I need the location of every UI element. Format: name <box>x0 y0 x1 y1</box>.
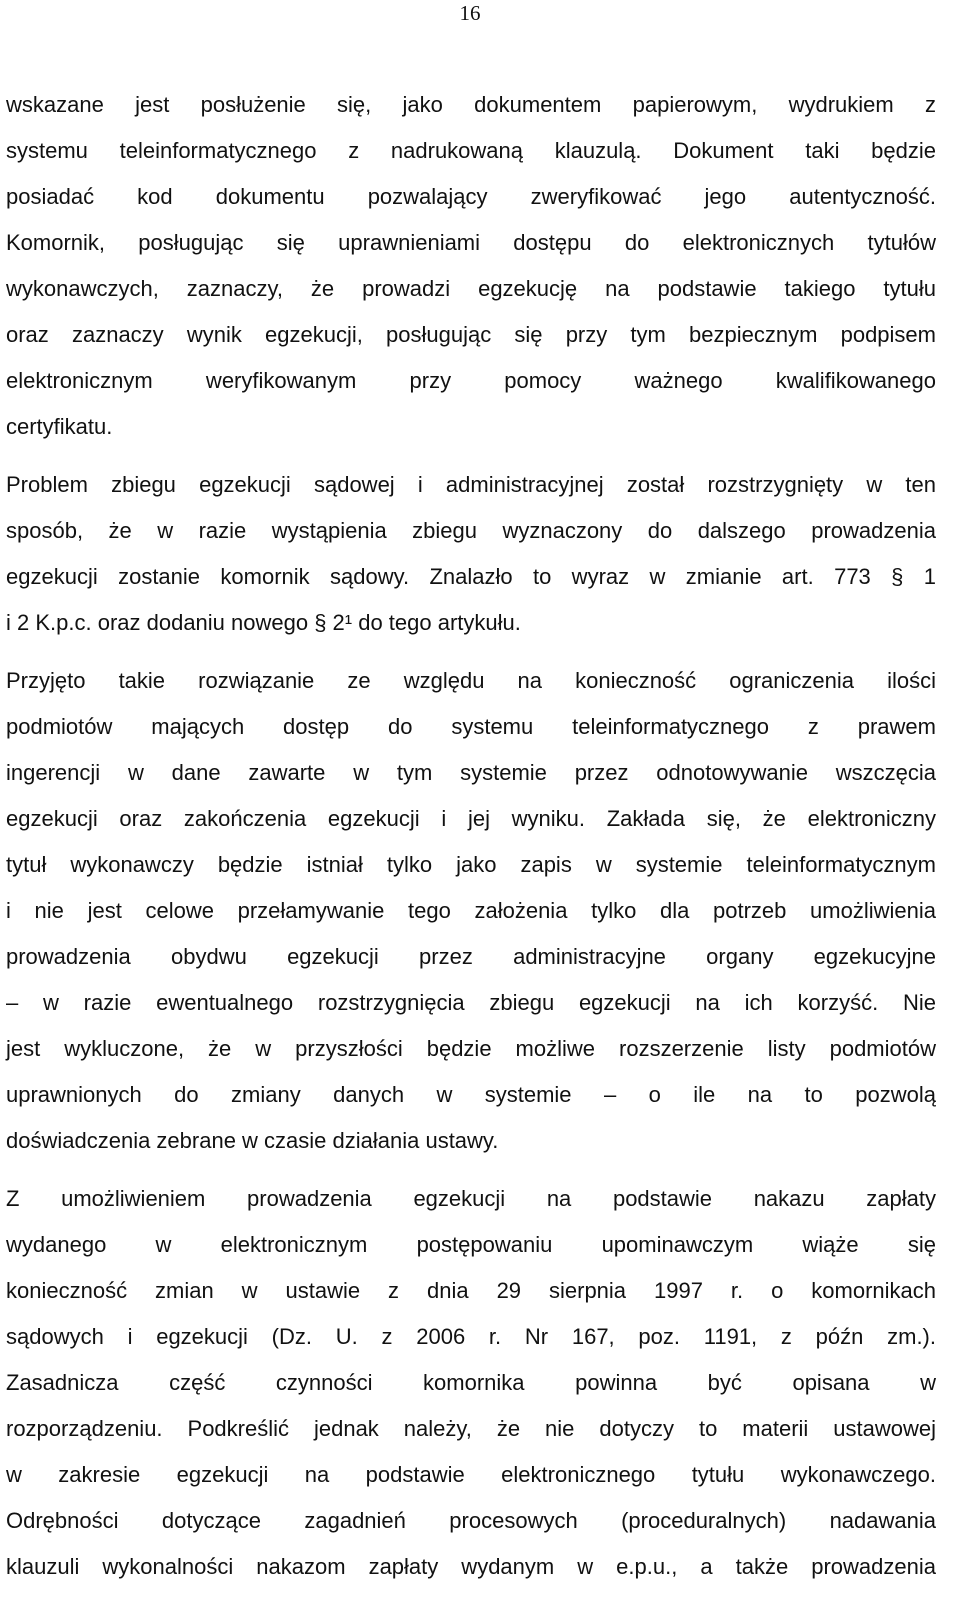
text-line: i 2 K.p.c. oraz dodaniu nowego § 2¹ do tego artykułu. <box>6 610 521 635</box>
text-line: doświadczenia zebrane w czasie działania ustawy. <box>6 1128 499 1153</box>
text-line: prowadzenia obydwu egzekucji przez administracyjne organy egzekucyjne <box>6 944 936 969</box>
paragraph-2 <box>6 462 936 646</box>
text-line: egzekucji oraz zakończenia egzekucji i jej wyniku. Zakłada się, że elektroniczny <box>6 806 936 831</box>
text-line: ingerencji w dane zawarte w tym systemie przez odnotowywanie wszczęcia <box>6 760 936 785</box>
text-line: wskazane jest posłużenie się, jako dokumentem papierowym, wydrukiem z <box>6 92 936 117</box>
paragraph-4 <box>6 1176 936 1590</box>
page-number: 16 <box>459 1 481 25</box>
text-line: w zakresie egzekucji na podstawie elektronicznego tytułu wykonawczego. <box>6 1462 936 1487</box>
text-line: Przyjęto takie rozwiązanie ze względu na konieczność ograniczenia ilości <box>6 668 936 693</box>
text-line: sposób, że w razie wystąpienia zbiegu wyznaczony do dalszego prowadzenia <box>6 518 936 543</box>
text-line: egzekucji zostanie komornik sądowy. Znalazło to wyraz w zmianie art. 773 § 1 <box>6 564 936 589</box>
document-body <box>6 82 936 1602</box>
text-line: uprawnionych do zmiany danych w systemie – o ile na to pozwolą <box>6 1082 936 1107</box>
text-line: certyfikatu. <box>6 414 113 439</box>
text-line: wykonawczych, zaznaczy, że prowadzi egzekucję na podstawie takiego tytułu <box>6 276 936 301</box>
text-line: Zasadnicza część czynności komornika powinna być opisana w <box>6 1370 936 1395</box>
text-line: Problem zbiegu egzekucji sądowej i administracyjnej został rozstrzygnięty w ten <box>6 472 936 497</box>
paragraph-1 <box>6 82 936 450</box>
text-line: systemu teleinformatycznego z nadrukowaną klauzulą. Dokument taki będzie <box>6 138 936 163</box>
text-line: wydanego w elektronicznym postępowaniu upominawczym wiąże się <box>6 1232 936 1257</box>
text-line: Z umożliwieniem prowadzenia egzekucji na podstawie nakazu zapłaty <box>6 1186 936 1211</box>
text-line: sądowych i egzekucji (Dz. U. z 2006 r. Nr 167, poz. 1191, z późn zm.). <box>6 1324 936 1349</box>
text-line: konieczność zmian w ustawie z dnia 29 sierpnia 1997 r. o komornikach <box>6 1278 936 1303</box>
text-line: elektronicznym weryfikowanym przy pomocy ważnego kwalifikowanego <box>6 368 936 393</box>
text-line: klauzuli wykonalności nakazom zapłaty wydanym w e.p.u., a także prowadzenia <box>6 1554 936 1579</box>
text-line: oraz zaznaczy wynik egzekucji, posługując się przy tym bezpiecznym podpisem <box>6 322 936 347</box>
text-line: Odrębności dotyczące zagadnień procesowych (proceduralnych) nadawania <box>6 1508 936 1533</box>
text-line: tytuł wykonawczy będzie istniał tylko jako zapis w systemie teleinformatycznym <box>6 852 936 877</box>
text-line: Komornik, posługując się uprawnieniami dostępu do elektronicznych tytułów <box>6 230 936 255</box>
text-line: podmiotów mających dostęp do systemu teleinformatycznego z prawem <box>6 714 936 739</box>
text-line: – w razie ewentualnego rozstrzygnięcia zbiegu egzekucji na ich korzyść. Nie <box>6 990 936 1015</box>
text-line: jest wykluczone, że w przyszłości będzie możliwe rozszerzenie listy podmiotów <box>6 1036 936 1061</box>
paragraph-3 <box>6 658 936 1164</box>
text-line: rozporządzeniu. Podkreślić jednak należy, że nie dotyczy to materii ustawowej <box>6 1416 936 1441</box>
text-line: i nie jest celowe przełamywanie tego założenia tylko dla potrzeb umożliwienia <box>6 898 936 923</box>
text-line: posiadać kod dokumentu pozwalający zweryfikować jego autentyczność. <box>6 184 936 209</box>
